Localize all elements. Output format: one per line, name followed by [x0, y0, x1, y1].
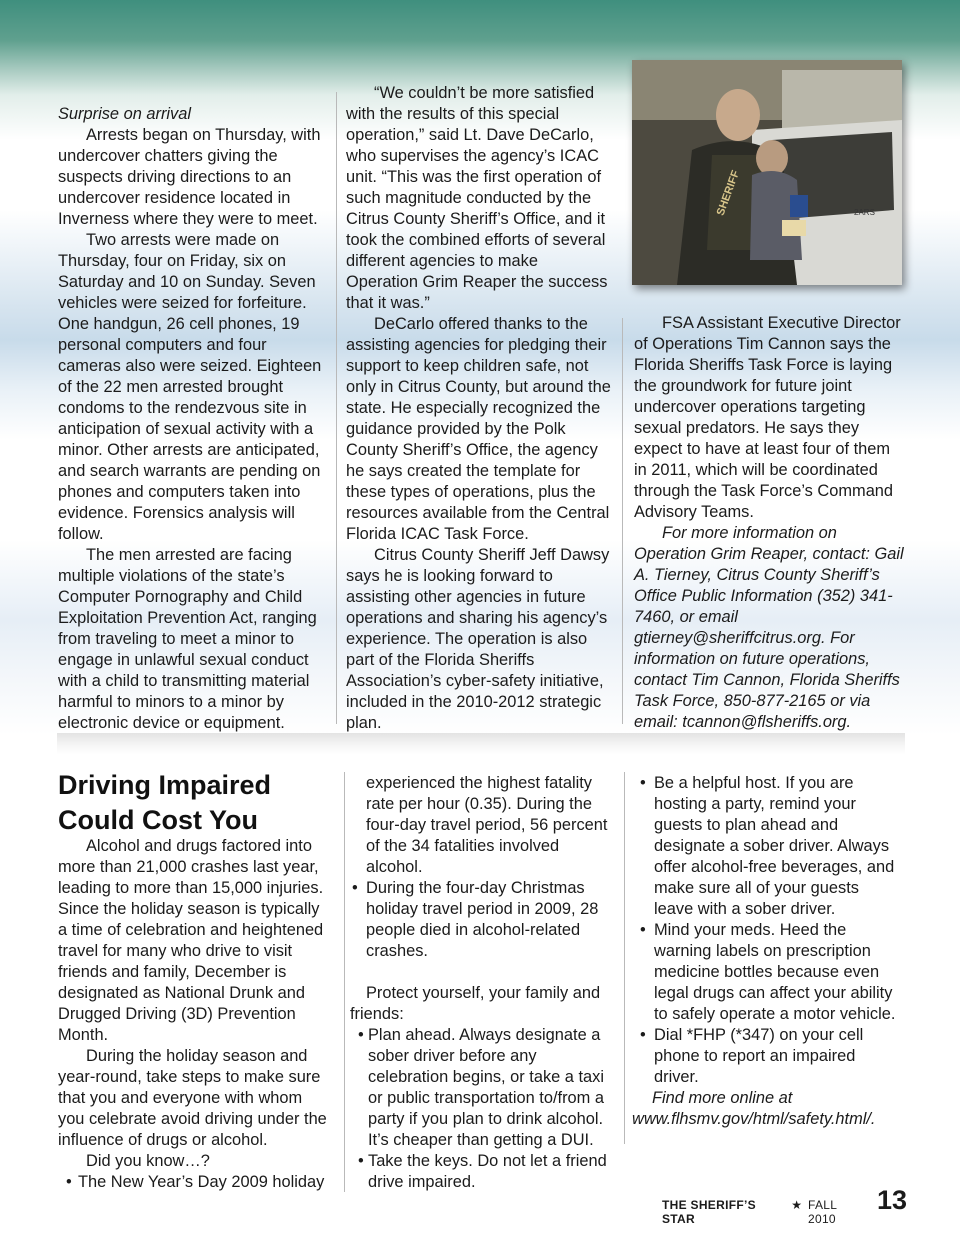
star-icon: ★	[791, 1198, 802, 1212]
did-you-know: Did you know…?	[86, 1152, 210, 1170]
article2-column2	[350, 773, 616, 1193]
subhead-surprise: Surprise on arrival	[58, 105, 191, 123]
contact-info-paragraph: For more information on Operation Grim Reaper, contact: Gail A. Tierney, Citrus County Sheriff’s Office Public Information (352) 341-7460, or email gtierney@sheriffcitrus.org. For information on future operations, contact Tim Cannon, Florida Sheriffs Task Force, 850-877-2165 or via email: tcannon@flsheriffs.org.	[634, 524, 904, 731]
column-rule	[344, 772, 345, 1192]
article2-col1-paragraph2: During the holiday season and year-round, take steps to make sure that you and everyone with whom you celebrate avoid driving under the influence of drugs or alcohol.	[58, 1047, 327, 1149]
fact-bullet-2: • During the four-day Christmas holiday travel period in 2009, 28 people died in alcohol-related crashes.	[352, 878, 616, 962]
article2-column1	[58, 836, 330, 1193]
page-footer	[662, 1185, 907, 1226]
article1-col1-paragraph3: The men arrested are facing multiple violations of the state’s Computer Pornography and Child Exploitation Prevention Act, ranging from traveling to meet a minor to engage in unlawful sexual conduct with a child to transmitting material harmful to minors to a minor by electronic device or equipment.	[58, 546, 317, 732]
tip-helpful-host: • Be a helpful host. If you are hosting a party, remind your guests to plan ahead and designate a sober driver. Always offer alcohol-free beverages, and make sure all of your guests leave with a sober driver.	[632, 773, 902, 920]
article1-col3-paragraph1: FSA Assistant Executive Director of Operations Tim Cannon says the Florida Sheriffs Task Force is laying the groundwork for future joint undercover operations targeting sexual predators. He says they expect to have at least four of them in 2011, which will be coordinated through the Task Force’s Command Advisory Teams.	[634, 314, 901, 521]
column-rule	[336, 92, 337, 724]
column-rule	[622, 318, 623, 724]
fact-bullet-1-start: • The New Year’s Day 2009 holiday	[58, 1172, 330, 1193]
tip-mind-meds: • Mind your meds. Heed the warning labels on prescription medicine bottles because even legal drugs can affect your ability to safely operate a motor vehicle.	[632, 920, 902, 1025]
photo-illustration	[632, 60, 902, 285]
article2-col1-paragraph1: Alcohol and drugs factored into more than 21,000 crashes last year, leading to more than 15,000 injuries. Since the holiday season is typically a time of celebration and heightened travel for many who drive to visit friends and family, December is designated as National Drunk and Drugged Driving (3D) Prevention Month.	[58, 837, 324, 1044]
find-more-online: Find more online at www.flhsmv.gov/html/safety.html/.	[632, 1089, 876, 1128]
article1-column3	[634, 313, 904, 733]
fact-bullet-1-continued: experienced the highest fatality rate per hour (0.35). During the four-day travel period, 56 percent of the 34 fatalities involved alcohol.	[366, 774, 608, 876]
column-rule	[624, 772, 625, 1144]
deputy-photo	[632, 60, 902, 285]
tip-dial-fhp: • Dial *FHP (*347) on your cell phone to report an impaired driver.	[632, 1025, 902, 1088]
issue-label: FALL 2010	[808, 1198, 837, 1226]
article2-column3	[632, 773, 902, 1130]
article1-col1-paragraph2: Two arrests were made on Thursday, four on Friday, six on Saturday and 10 on Sunday. Seven vehicles were seized for forfeiture. One handgun, 26 cell phones, 19 personal computers and four cameras also were seized. Eighteen of the 22 men arrested brought condoms to the rendezvous site in anticipation of sexual activity with a minor. Other arrests are anticipated, and search warrants are pending on phones and computers taken into evidence. Forensics analysis will follow.	[58, 231, 322, 543]
section-divider	[57, 733, 905, 755]
protect-intro: Protect yourself, your family and friends:	[350, 984, 601, 1023]
article1-column2	[346, 83, 612, 734]
article1-col1-paragraph1: Arrests began on Thursday, with undercover chatters giving the suspects driving directions to an undercover residence located in Inverness where they were to meet.	[58, 126, 321, 228]
tip-take-keys: • Take the keys. Do not let a friend drive impaired.	[350, 1151, 616, 1193]
article1-col2-paragraph2: DeCarlo offered thanks to the assisting agencies for pledging their support to keep children safe, not only in Citrus County, but around the state. He especially recognized the guidance provided by the Polk County Sheriff’s Office, the agency he says created the template for these types of operations, plus the resources available from the Central Florida ICAC Task Force.	[346, 315, 611, 543]
article1-column1	[58, 104, 330, 734]
page-number: 13	[876, 1185, 907, 1215]
article1-col2-paragraph1: “We couldn’t be more satisfied with the results of this special operation,” said Lt. Dave DeCarlo, who supervises the agency’s ICAC unit. “This was the first operation of such magnitude conducted by the Citrus County Sheriff’s Office, and it took the combined efforts of several different agencies to make Operation Grim Reaper the success that it was.”	[346, 84, 608, 312]
article1-col2-paragraph3: Citrus County Sheriff Jeff Dawsy says he is looking forward to assisting other agencies in future operations and sharing his agency’s experience. The operation is also part of the Florida Sheriffs Association’s cyber-safety initiative, included in the 2010-2012 strategic plan.	[346, 546, 610, 732]
photo-vest-text: SHERIFF	[714, 168, 743, 218]
tip-plan-ahead: • Plan ahead. Always designate a sober driver before any celebration begins, or take a taxi or public transportation to/from a party if you plan to drink alcohol. It’s cheaper than getting a DUI.	[350, 1025, 616, 1151]
publication-name: THE SHERIFF’S STAR	[662, 1198, 756, 1226]
article2-headline: Driving Impaired Could Cost You	[58, 770, 272, 835]
photo-door-text: 2ARS	[854, 208, 875, 217]
